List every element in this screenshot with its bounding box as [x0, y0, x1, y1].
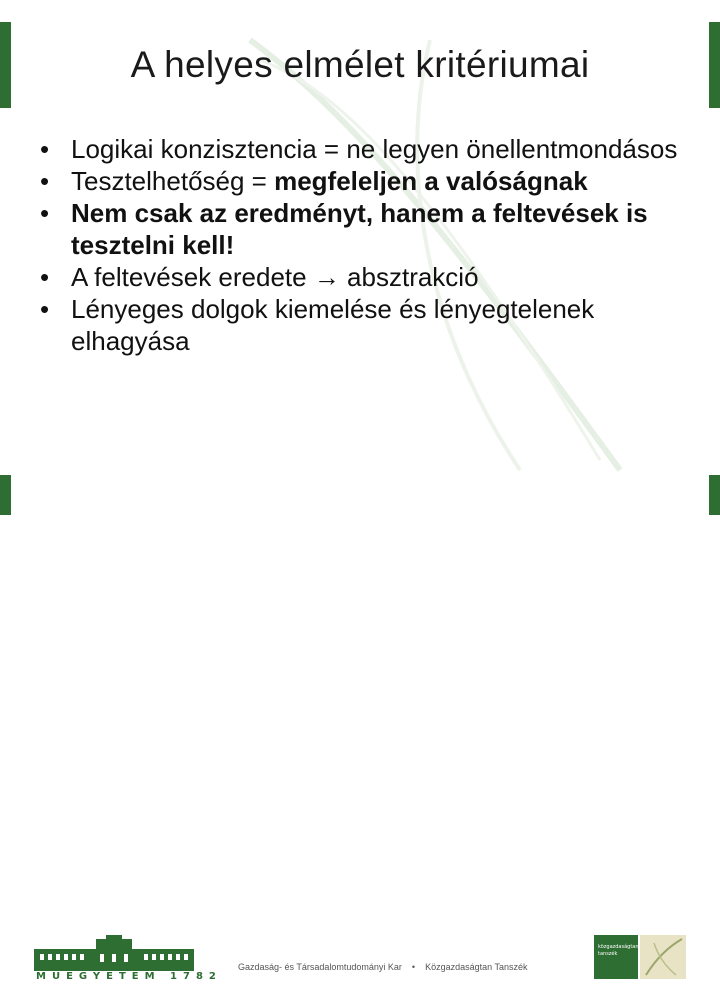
- bullet-text-bold: Nem csak az eredményt, hanem a feltevések is tesztelni kell!: [71, 198, 648, 260]
- bullet-item: [40, 261, 680, 293]
- department-logo: [594, 935, 638, 979]
- faculty-name: Gazdaság- és Társadalomtudományi Kar: [238, 962, 402, 972]
- bullet-dot: •: [40, 134, 50, 164]
- bullet-dot: •: [40, 294, 50, 324]
- footer-separator: •: [411, 962, 416, 972]
- bullet-dot: •: [40, 166, 50, 196]
- bullet-dot: •: [40, 262, 50, 292]
- bullet-item: [40, 197, 680, 261]
- university-wordmark: MŰEGYETEM 1782: [36, 971, 222, 982]
- bullet-text-bold: megfeleljen a valóságnak: [274, 166, 588, 196]
- bullet-text: Tesztelhetőség =: [71, 166, 275, 196]
- bullet-dot: •: [40, 198, 50, 228]
- bullet-text: A feltevések eredete → absztrakció: [71, 262, 479, 292]
- slide-title: A helyes elmélet kritériumai: [130, 44, 590, 85]
- bullet-text: Logikai konzisztencia = ne legyen önellentmondásos: [71, 134, 678, 164]
- leaf-logo: [640, 935, 686, 979]
- footer-caption: [238, 962, 527, 972]
- footer: [0, 465, 720, 982]
- department-logo-text: közgazdaságtan tanszék: [598, 944, 639, 957]
- bullet-list: [40, 133, 680, 357]
- bullet-item: [40, 293, 680, 357]
- bullet-text: Lényeges dolgok kiemelése és lényegtelenek elhagyása: [71, 294, 595, 356]
- department-name: Közgazdaságtan Tanszék: [425, 962, 528, 972]
- bullet-item: [40, 165, 680, 197]
- bullet-item: [40, 133, 680, 165]
